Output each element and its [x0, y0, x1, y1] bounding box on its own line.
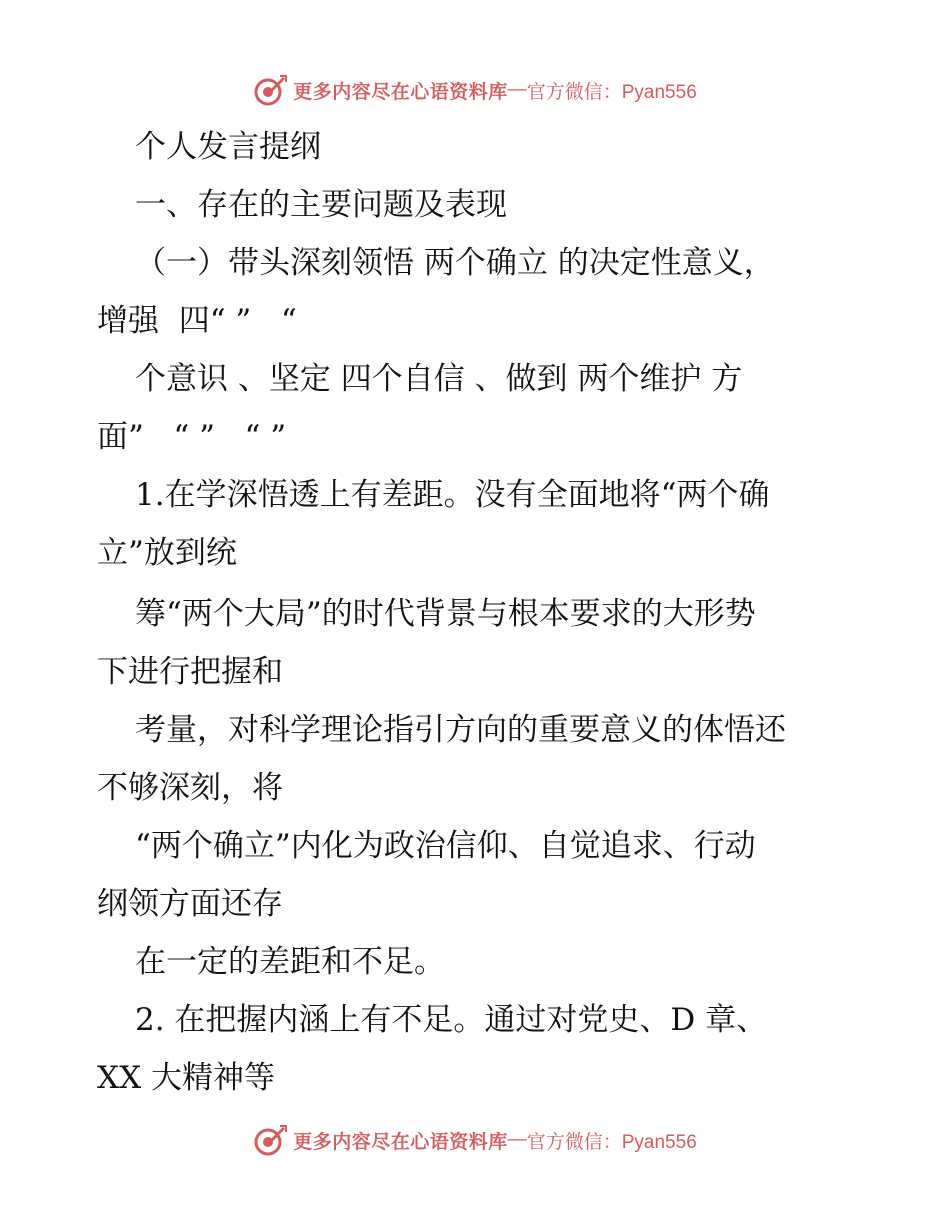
watermark-suffix: 官方微信：Pyan556 [526, 1131, 697, 1153]
text-line: 下进行把握和 [97, 654, 283, 690]
text-line: 立”放到统 [97, 535, 237, 571]
watermark-banner-bottom [0, 1118, 950, 1162]
text-line: 不够深刻，将 [97, 770, 283, 806]
text-line: 在一定的差距和不足。 [135, 944, 445, 980]
watermark-banner-top [0, 68, 950, 112]
document-title: 个人发言提纲 [135, 129, 321, 165]
text-line: 筹“两个大局”的时代背景与根本要求的大形势 [135, 596, 756, 632]
text-line: XX 大精神等 [97, 1060, 275, 1096]
section-heading: 一、存在的主要问题及表现 [135, 187, 507, 223]
watermark-suffix: 官方微信：Pyan556 [526, 81, 697, 103]
text-line: 个意识 、坚定 四个自信 、做到 两个维护 方 [135, 361, 743, 397]
watermark-text: 更多内容尽在心语资料库 [293, 1130, 508, 1153]
text-line: 纲领方面还存 [97, 886, 283, 922]
text-line: 增强 四“ ” “ [97, 303, 297, 339]
text-line: 1.在学深悟透上有差距。没有全面地将“两个确 [135, 477, 770, 513]
pen-logo-icon [253, 1123, 287, 1157]
watermark-separator: — [507, 1129, 527, 1150]
text-line: 面” “ ” “ ” [97, 419, 287, 455]
watermark-separator: — [507, 79, 527, 100]
pen-logo-icon [253, 73, 287, 107]
text-line: 2. 在把握内涵上有不足。通过对党史、D 章、 [135, 1002, 768, 1038]
text-line: 考量，对科学理论指引方向的重要意义的体悟还 [135, 712, 786, 748]
watermark-text: 更多内容尽在心语资料库 [293, 80, 508, 103]
subsection-heading: （一）带头深刻领悟 两个确立 的决定性意义， [135, 245, 775, 281]
text-line: “两个确立”内化为政治信仰、自觉追求、行动 [135, 828, 756, 864]
